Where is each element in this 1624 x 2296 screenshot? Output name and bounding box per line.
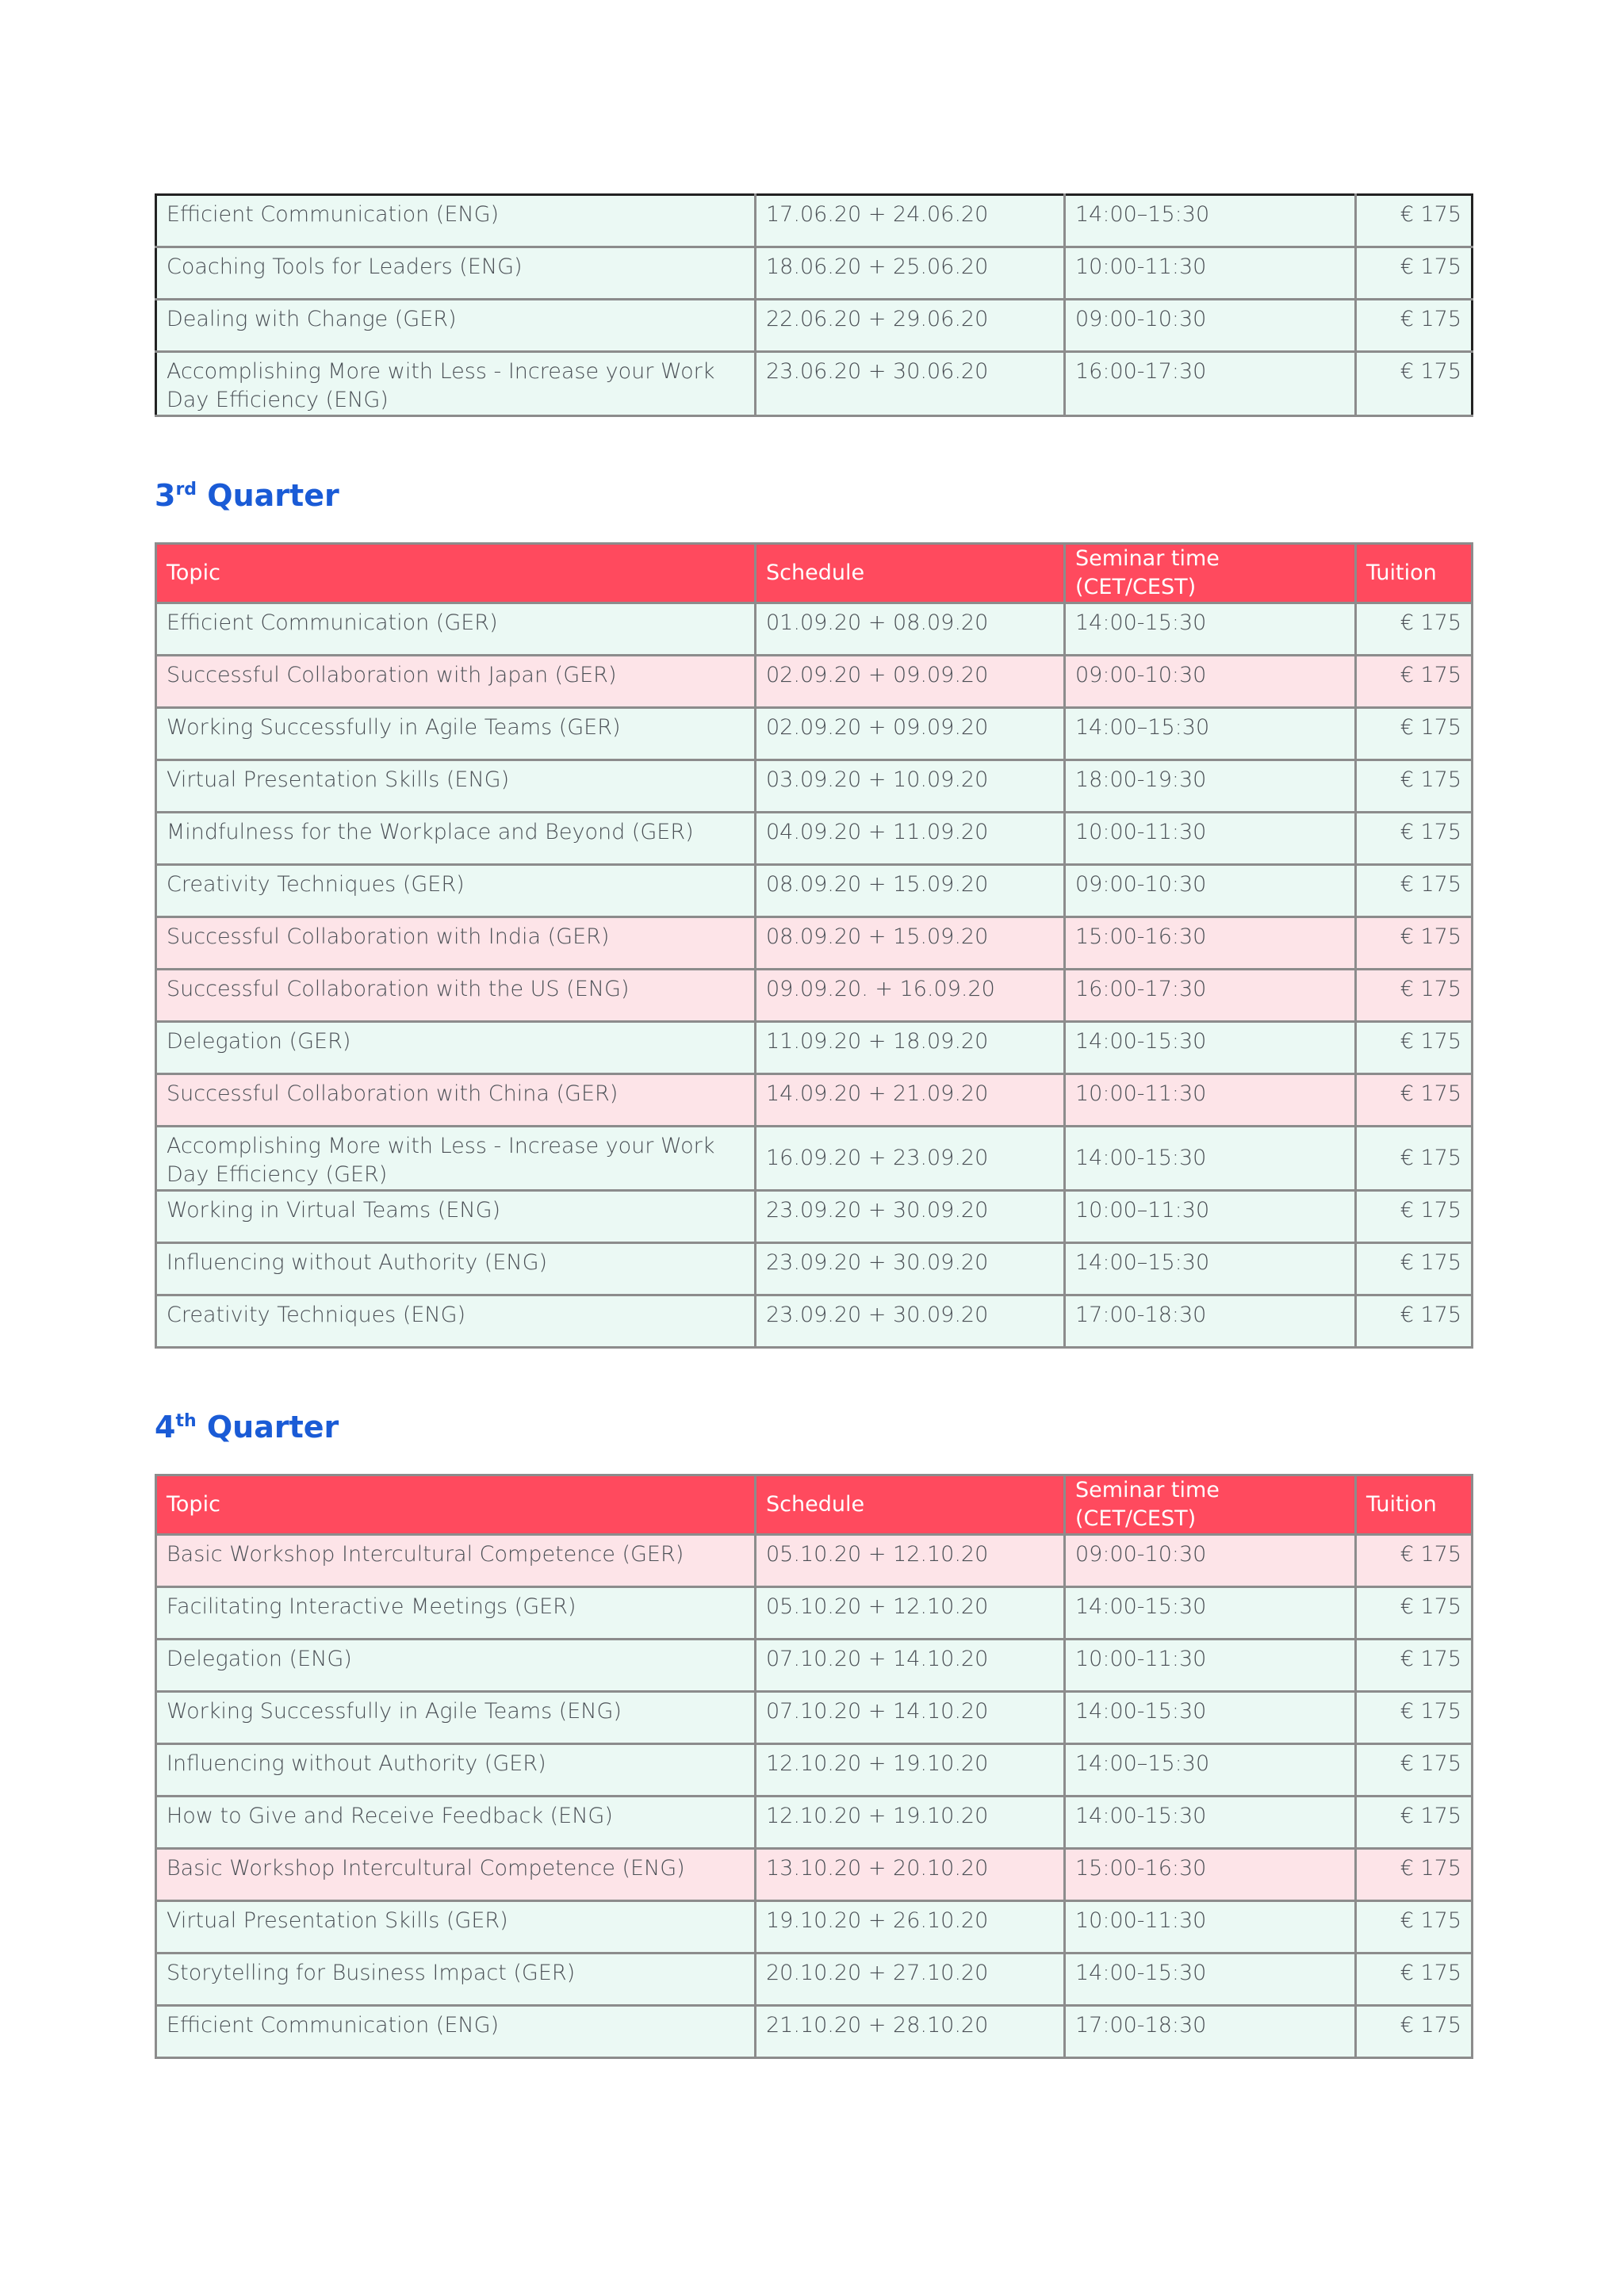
cell-seminar-time: 10:00-11:30 — [1065, 1074, 1356, 1127]
cell-schedule: 07.10.20 + 14.10.20 — [756, 1640, 1065, 1692]
cell-tuition: € 175 — [1356, 300, 1473, 352]
cell-topic: Storytelling for Business Impact (GER) — [156, 1954, 756, 2006]
cell-seminar-time: 09:00-10:30 — [1065, 865, 1356, 917]
cell-seminar-time: 14:00-15:30 — [1065, 1022, 1356, 1074]
cell-schedule: 02.09.20 + 09.09.20 — [756, 708, 1065, 760]
cell-seminar-time: 14:00-15:30 — [1065, 1127, 1356, 1191]
cell-tuition: € 175 — [1356, 1295, 1473, 1348]
cell-topic: Creativity Techniques (ENG) — [156, 1295, 756, 1348]
cell-topic: Successful Collaboration with the US (ENG) — [156, 970, 756, 1022]
cell-schedule: 20.10.20 + 27.10.20 — [756, 1954, 1065, 2006]
cell-topic: Successful Collaboration with Japan (GER) — [156, 656, 756, 708]
cell-schedule: 23.09.20 + 30.09.20 — [756, 1243, 1065, 1295]
cell-tuition: € 175 — [1356, 1954, 1473, 2006]
table-row — [156, 1535, 1473, 1587]
table-header-row — [156, 544, 1473, 603]
cell-topic: Basic Workshop Intercultural Competence (GER) — [156, 1535, 756, 1587]
cell-schedule: 02.09.20 + 09.09.20 — [756, 656, 1065, 708]
cell-schedule: 23.09.20 + 30.09.20 — [756, 1295, 1065, 1348]
cell-seminar-time: 14:00–15:30 — [1065, 195, 1356, 247]
cell-topic: Accomplishing More with Less - Increase your Work Day Efficiency (ENG) — [156, 352, 756, 416]
table-row — [156, 1640, 1473, 1692]
cell-schedule: 09.09.20. + 16.09.20 — [756, 970, 1065, 1022]
cell-schedule: 18.06.20 + 25.06.20 — [756, 247, 1065, 300]
cell-schedule: 13.10.20 + 20.10.20 — [756, 1849, 1065, 1901]
table-row — [156, 1954, 1473, 2006]
cell-topic: Facilitating Interactive Meetings (GER) — [156, 1587, 756, 1640]
cell-schedule: 08.09.20 + 15.09.20 — [756, 917, 1065, 970]
cell-schedule: 08.09.20 + 15.09.20 — [756, 865, 1065, 917]
cell-seminar-time: 15:00-16:30 — [1065, 1849, 1356, 1901]
cell-schedule: 17.06.20 + 24.06.20 — [756, 195, 1065, 247]
column-header-seminar-time: Seminar time (CET/CEST) — [1065, 544, 1356, 603]
cell-seminar-time: 15:00-16:30 — [1065, 917, 1356, 970]
cell-topic: How to Give and Receive Feedback (ENG) — [156, 1797, 756, 1849]
cell-tuition: € 175 — [1356, 865, 1473, 917]
cell-tuition: € 175 — [1356, 1243, 1473, 1295]
cell-seminar-time: 17:00-18:30 — [1065, 1295, 1356, 1348]
table-row — [156, 656, 1473, 708]
cell-tuition: € 175 — [1356, 1744, 1473, 1797]
cell-tuition: € 175 — [1356, 195, 1473, 247]
cell-tuition: € 175 — [1356, 970, 1473, 1022]
column-header-tuition: Tuition — [1356, 1475, 1473, 1535]
cell-tuition: € 175 — [1356, 247, 1473, 300]
cell-topic: Efficient Communication (ENG) — [156, 195, 756, 247]
cell-seminar-time: 10:00-11:30 — [1065, 1901, 1356, 1954]
cell-tuition: € 175 — [1356, 760, 1473, 813]
column-header-tuition: Tuition — [1356, 544, 1473, 603]
cell-tuition: € 175 — [1356, 1535, 1473, 1587]
cell-tuition: € 175 — [1356, 813, 1473, 865]
cell-seminar-time: 10:00–11:30 — [1065, 1191, 1356, 1243]
cell-topic: Coaching Tools for Leaders (ENG) — [156, 247, 756, 300]
cell-topic: Mindfulness for the Workplace and Beyond (GER) — [156, 813, 756, 865]
cell-tuition: € 175 — [1356, 1127, 1473, 1191]
table-row — [156, 1074, 1473, 1127]
cell-tuition: € 175 — [1356, 2006, 1473, 2058]
cell-schedule: 22.06.20 + 29.06.20 — [756, 300, 1065, 352]
cell-topic: Working Successfully in Agile Teams (GER) — [156, 708, 756, 760]
cell-schedule: 05.10.20 + 12.10.20 — [756, 1535, 1065, 1587]
cell-tuition: € 175 — [1356, 1074, 1473, 1127]
cell-topic: Successful Collaboration with China (GER) — [156, 1074, 756, 1127]
cell-seminar-time: 14:00-15:30 — [1065, 1692, 1356, 1744]
cell-seminar-time: 09:00-10:30 — [1065, 656, 1356, 708]
cell-tuition: € 175 — [1356, 352, 1473, 416]
cell-seminar-time: 09:00-10:30 — [1065, 300, 1356, 352]
section-heading-q4: 4th Quarter — [155, 1410, 339, 1445]
cell-seminar-time: 14:00–15:30 — [1065, 1744, 1356, 1797]
cell-seminar-time: 10:00-11:30 — [1065, 1640, 1356, 1692]
cell-topic: Accomplishing More with Less - Increase your Work Day Efficiency (GER) — [156, 1127, 756, 1191]
cell-seminar-time: 18:00-19:30 — [1065, 760, 1356, 813]
table-row — [156, 247, 1473, 300]
table-row — [156, 300, 1473, 352]
cell-seminar-time: 14:00-15:30 — [1065, 1954, 1356, 2006]
cell-topic: Basic Workshop Intercultural Competence (ENG) — [156, 1849, 756, 1901]
cell-seminar-time: 17:00-18:30 — [1065, 2006, 1356, 2058]
cell-topic: Working in Virtual Teams (ENG) — [156, 1191, 756, 1243]
column-header-schedule: Schedule — [756, 1475, 1065, 1535]
cell-seminar-time: 09:00-10:30 — [1065, 1535, 1356, 1587]
table-row — [156, 1587, 1473, 1640]
cell-tuition: € 175 — [1356, 1692, 1473, 1744]
cell-topic: Virtual Presentation Skills (ENG) — [156, 760, 756, 813]
table-row — [156, 760, 1473, 813]
table-row — [156, 970, 1473, 1022]
cell-schedule: 05.10.20 + 12.10.20 — [756, 1587, 1065, 1640]
cell-seminar-time: 14:00–15:30 — [1065, 1243, 1356, 1295]
cell-seminar-time: 14:00-15:30 — [1065, 603, 1356, 656]
cell-tuition: € 175 — [1356, 1022, 1473, 1074]
cell-schedule: 16.09.20 + 23.09.20 — [756, 1127, 1065, 1191]
cell-seminar-time: 14:00-15:30 — [1065, 1587, 1356, 1640]
cell-topic: Efficient Communication (ENG) — [156, 2006, 756, 2058]
column-header-seminar-time: Seminar time (CET/CEST) — [1065, 1475, 1356, 1535]
table-row — [156, 1243, 1473, 1295]
table-row — [156, 1127, 1473, 1191]
cell-schedule: 04.09.20 + 11.09.20 — [756, 813, 1065, 865]
seminar-table-q2-continued — [155, 193, 1473, 417]
cell-seminar-time: 14:00-15:30 — [1065, 1797, 1356, 1849]
table-row — [156, 1901, 1473, 1954]
table-row — [156, 708, 1473, 760]
cell-topic: Virtual Presentation Skills (GER) — [156, 1901, 756, 1954]
table-row — [156, 813, 1473, 865]
cell-schedule: 14.09.20 + 21.09.20 — [756, 1074, 1065, 1127]
cell-topic: Delegation (ENG) — [156, 1640, 756, 1692]
document-body — [155, 193, 1471, 2059]
column-header-topic: Topic — [156, 1475, 756, 1535]
cell-schedule: 03.09.20 + 10.09.20 — [756, 760, 1065, 813]
table-row — [156, 1797, 1473, 1849]
table-row — [156, 917, 1473, 970]
cell-topic: Delegation (GER) — [156, 1022, 756, 1074]
cell-topic: Creativity Techniques (GER) — [156, 865, 756, 917]
cell-tuition: € 175 — [1356, 1587, 1473, 1640]
table-row — [156, 352, 1473, 416]
cell-tuition: € 175 — [1356, 1901, 1473, 1954]
cell-schedule: 07.10.20 + 14.10.20 — [756, 1692, 1065, 1744]
cell-tuition: € 175 — [1356, 1191, 1473, 1243]
cell-schedule: 19.10.20 + 26.10.20 — [756, 1901, 1065, 1954]
cell-topic: Dealing with Change (GER) — [156, 300, 756, 352]
table-row — [156, 1295, 1473, 1348]
cell-tuition: € 175 — [1356, 1640, 1473, 1692]
table-row — [156, 1849, 1473, 1901]
cell-topic: Working Successfully in Agile Teams (ENG) — [156, 1692, 756, 1744]
table-row — [156, 603, 1473, 656]
cell-tuition: € 175 — [1356, 603, 1473, 656]
cell-schedule: 11.09.20 + 18.09.20 — [756, 1022, 1065, 1074]
table-row — [156, 2006, 1473, 2058]
cell-seminar-time: 16:00-17:30 — [1065, 352, 1356, 416]
cell-tuition: € 175 — [1356, 917, 1473, 970]
cell-tuition: € 175 — [1356, 1797, 1473, 1849]
cell-tuition: € 175 — [1356, 1849, 1473, 1901]
cell-schedule: 12.10.20 + 19.10.20 — [756, 1797, 1065, 1849]
cell-tuition: € 175 — [1356, 656, 1473, 708]
cell-seminar-time: 10:00-11:30 — [1065, 247, 1356, 300]
table-row — [156, 1692, 1473, 1744]
cell-seminar-time: 14:00–15:30 — [1065, 708, 1356, 760]
cell-topic: Efficient Communication (GER) — [156, 603, 756, 656]
cell-topic: Influencing without Authority (ENG) — [156, 1243, 756, 1295]
seminar-table-q3 — [155, 542, 1473, 1349]
cell-schedule: 12.10.20 + 19.10.20 — [756, 1744, 1065, 1797]
cell-topic: Influencing without Authority (GER) — [156, 1744, 756, 1797]
cell-tuition: € 175 — [1356, 708, 1473, 760]
table-row — [156, 1744, 1473, 1797]
section-heading-q3: 3rd Quarter — [155, 478, 339, 513]
table-header-row — [156, 1475, 1473, 1535]
cell-schedule: 23.06.20 + 30.06.20 — [756, 352, 1065, 416]
cell-schedule: 01.09.20 + 08.09.20 — [756, 603, 1065, 656]
table-row — [156, 1191, 1473, 1243]
cell-seminar-time: 16:00-17:30 — [1065, 970, 1356, 1022]
cell-schedule: 21.10.20 + 28.10.20 — [756, 2006, 1065, 2058]
column-header-topic: Topic — [156, 544, 756, 603]
column-header-schedule: Schedule — [756, 544, 1065, 603]
cell-schedule: 23.09.20 + 30.09.20 — [756, 1191, 1065, 1243]
table-row — [156, 1022, 1473, 1074]
cell-topic: Successful Collaboration with India (GER) — [156, 917, 756, 970]
table-row — [156, 865, 1473, 917]
cell-seminar-time: 10:00-11:30 — [1065, 813, 1356, 865]
table-row — [156, 195, 1473, 247]
seminar-table-q4 — [155, 1474, 1473, 2059]
